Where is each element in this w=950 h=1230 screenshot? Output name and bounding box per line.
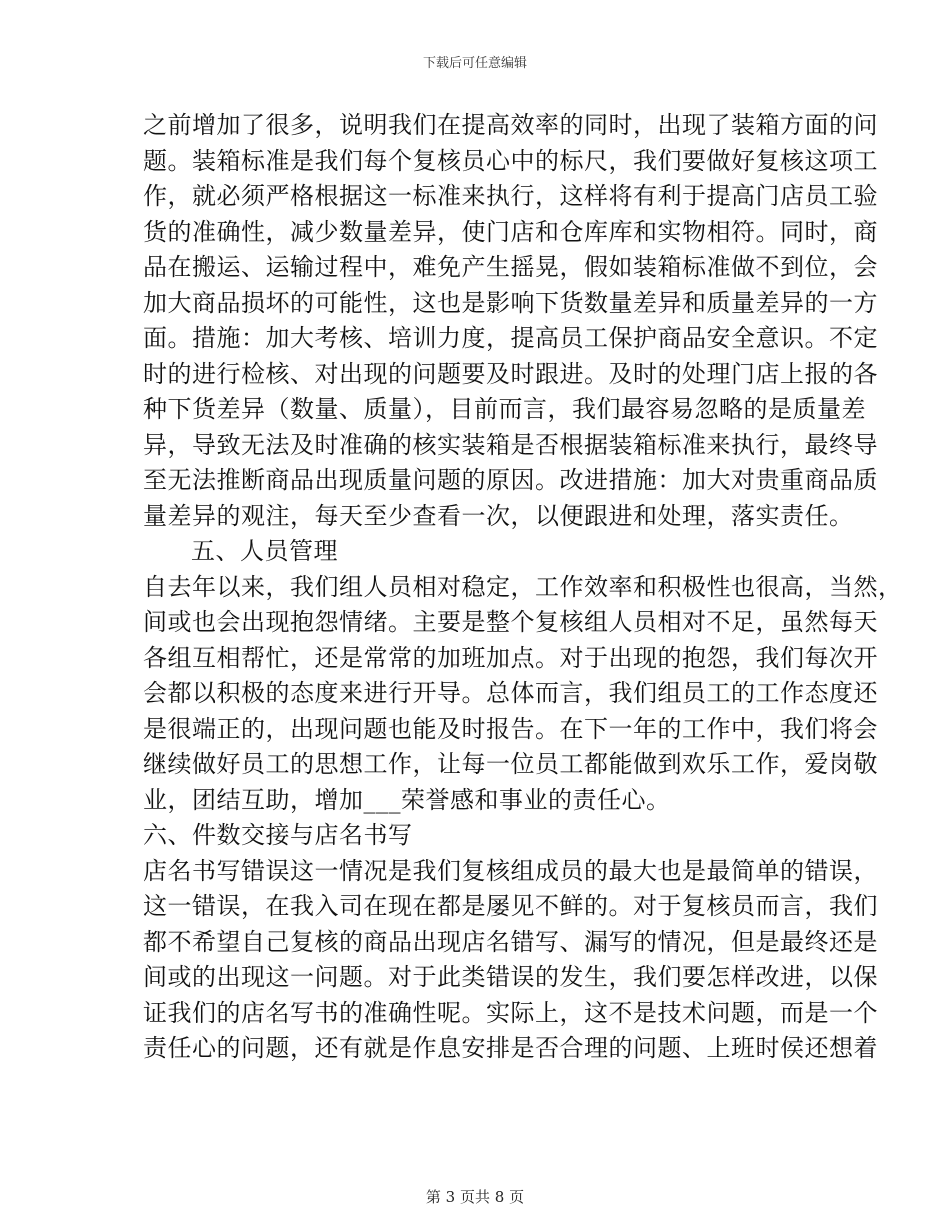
section-heading: 六、件数交接与店名书写 <box>143 821 413 849</box>
text-line: 作，就必须严格根据这一标准来执行，这样将有利于提高门店员工验 <box>143 182 878 210</box>
text-line: 量差异的观注，每天至少查看一次，以便跟进和处理，落实责任。 <box>143 501 854 530</box>
text-line: 店名书写错误这一情况是我们复核组成员的最大也是最简单的错误， <box>143 856 878 885</box>
text-line: 种下货差异（数量、质量），目前而言，我们最容易忽略的是质量差 <box>143 395 866 423</box>
text-line: 这一错误，在我入司在现在都是屡见不鲜的。对于复核员而言，我们 <box>143 892 878 920</box>
text-line: 证我们的店名写书的准确性呢。实际上，这不是技术问题，而是一个 <box>143 998 878 1027</box>
text-line: 加大商品损坏的可能性，这也是影响下货数量差异和质量差异的一方 <box>143 288 878 317</box>
document-body <box>143 108 903 1067</box>
text-line: 品在搬运、运输过程中，难免产生摇晃，假如装箱标准做不到位，会 <box>143 253 878 281</box>
text-line: 责任心的问题，还有就是作息安排是否合理的问题、上班时侯还想着 <box>143 1034 878 1062</box>
text-line: 是很端正的，出现问题也能及时报告。在下一年的工作中，我们将会 <box>143 714 878 743</box>
text-line: 业，团结互助，增加___荣誉感和事业的责任心。 <box>143 785 671 814</box>
text-line: 之前增加了很多，说明我们在提高效率的同时，出现了装箱方面的问 <box>143 111 878 139</box>
text-line: 题。装箱标准是我们每个复核员心中的标尺，我们要做好复核这项工 <box>143 146 878 175</box>
text-line: 继续做好员工的思想工作，让每一位员工都能做到欢乐工作，爱岗敬 <box>143 750 878 778</box>
text-line: 会都以积极的态度来进行开导。总体而言，我们组员工的工作态度还 <box>143 679 878 707</box>
page-header: 下载后可任意编辑 <box>422 56 527 71</box>
text-line: 间或的出现这一问题。对于此类错误的发生，我们要怎样改进，以保 <box>143 963 878 991</box>
section-heading: 五、人员管理 <box>191 537 338 565</box>
text-line: 都不希望自己复核的商品出现店名错写、漏写的情况，但是最终还是 <box>143 927 878 956</box>
text-line: 时的进行检核、对出现的问题要及时跟进。及时的处理门店上报的各 <box>143 359 878 388</box>
text-line: 货的准确性，减少数量差异，使门店和仓库库和实物相符。同时，商 <box>143 217 878 246</box>
text-line: 间或也会出现抱怨情绪。主要是整个复核组人员相对不足，虽然每天 <box>143 608 878 636</box>
text-line: 自去年以来，我们组人员相对稳定，工作效率和积极性也很高，当然， <box>143 572 903 601</box>
text-line: 面。措施：加大考核、培训力度，提高员工保护商品安全意识。不定 <box>143 324 878 352</box>
text-line: 异，导致无法及时准确的核实装箱是否根据装箱标准来执行，最终导 <box>143 430 878 459</box>
text-line: 至无法推断商品出现质量问题的原因。改进措施：加大对贵重商品质 <box>143 466 878 494</box>
text-line: 各组互相帮忙，还是常常的加班加点。对于出现的抱怨，我们每次开 <box>143 643 878 672</box>
page-footer: 第 3 页共 8 页 <box>425 1188 525 1206</box>
